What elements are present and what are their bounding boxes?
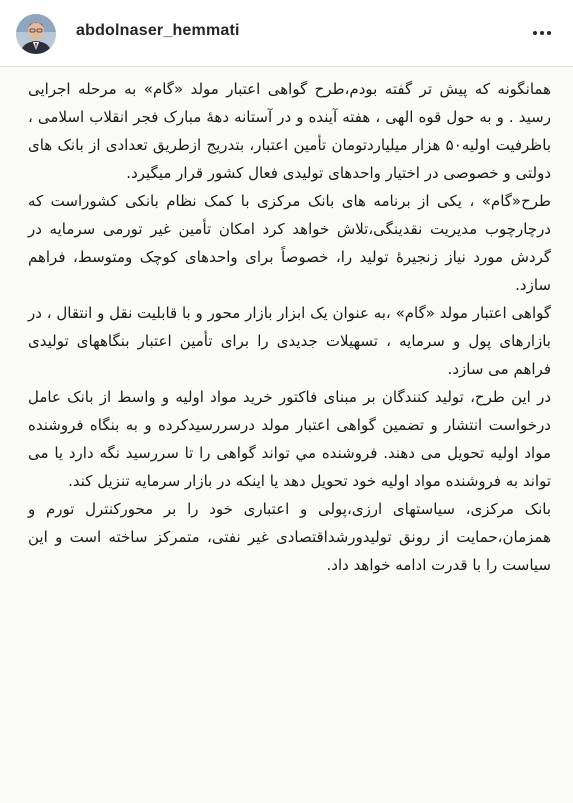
- post-paragraph-5: بانک مرکزی، سیاستهای ارزی،پولی و اعتباری خود را بر محورکنترل تورم و همزمان،حمایت از رونق تولیدورشداقتصادی غیر نفتی، متمرکز ساخته است و این سیاست را با قدرت ادامه خواهد داد.: [28, 500, 551, 574]
- post-paragraph-1: همانگونه که پیش تر گفته بودم،طرح گواهی اعتبار مولد «گام» به مرحله اجرایی رسید . و به حول قوه الهی ، هفته آینده و در آستانه دههٔ مبارک فجر انقلاب اسلامی ، باظرفیت اولیه۵۰ هزار میلیاردتومان تأمین اعتبار، بتدریج ازطریق تعدادی از بانک های دولتی و خصوصی در اختیار واحدهای تولیدی فعال کشور قرار میگیرد.: [28, 80, 551, 182]
- post-paragraph-3: گواهی اعتبار مولد «گام» ،به عنوان یک ابزار بازار محور و با قابلیت نقل و انتقال ، در بازارهای پول و سرمایه ، تسهیلات جدیدی را برای تأمین اعتبار بنگاههای تولیدی فراهم می سازد.: [28, 304, 551, 378]
- post-paragraph-4: در این طرح، تولید کنندگان بر مبنای فاکتور خرید مواد اولیه و واسط از بانک عامل درخواست انتشار و تضمین گواهی اعتبار مولد درسررسیدکرده و به بنگاه فروشنده مواد اولیه تحویل می دهند. فروشنده مي تواند گواهی را تا سررسید نگه دارد یا می تواند به فروشنده مواد اولیه خود تحویل دهد یا اینکه در بازار سرمایه تنزیل کند.: [28, 388, 551, 490]
- post-header: [0, 0, 573, 67]
- more-options-icon[interactable]: [531, 23, 553, 43]
- post-text: [28, 75, 551, 579]
- profile-photo-avatar-icon: [16, 14, 56, 54]
- avatar[interactable]: [16, 14, 56, 54]
- username[interactable]: abdolnaser_hemmati: [76, 22, 240, 39]
- post-body: [0, 67, 573, 803]
- post-paragraph-2: طرح«گام» ، یکی از برنامه های بانک مرکزی با کمک نظام بانکی کشوراست که درچارچوب مدیریت نقدینگی،تلاش خواهد کرد امکان تأمین غیر تورمی سرمایه در گردش مورد نیاز زنجیرهٔ تولید را، خصوصاً برای واحدهای کوچک ومتوسط، فراهم سازد.: [28, 192, 551, 294]
